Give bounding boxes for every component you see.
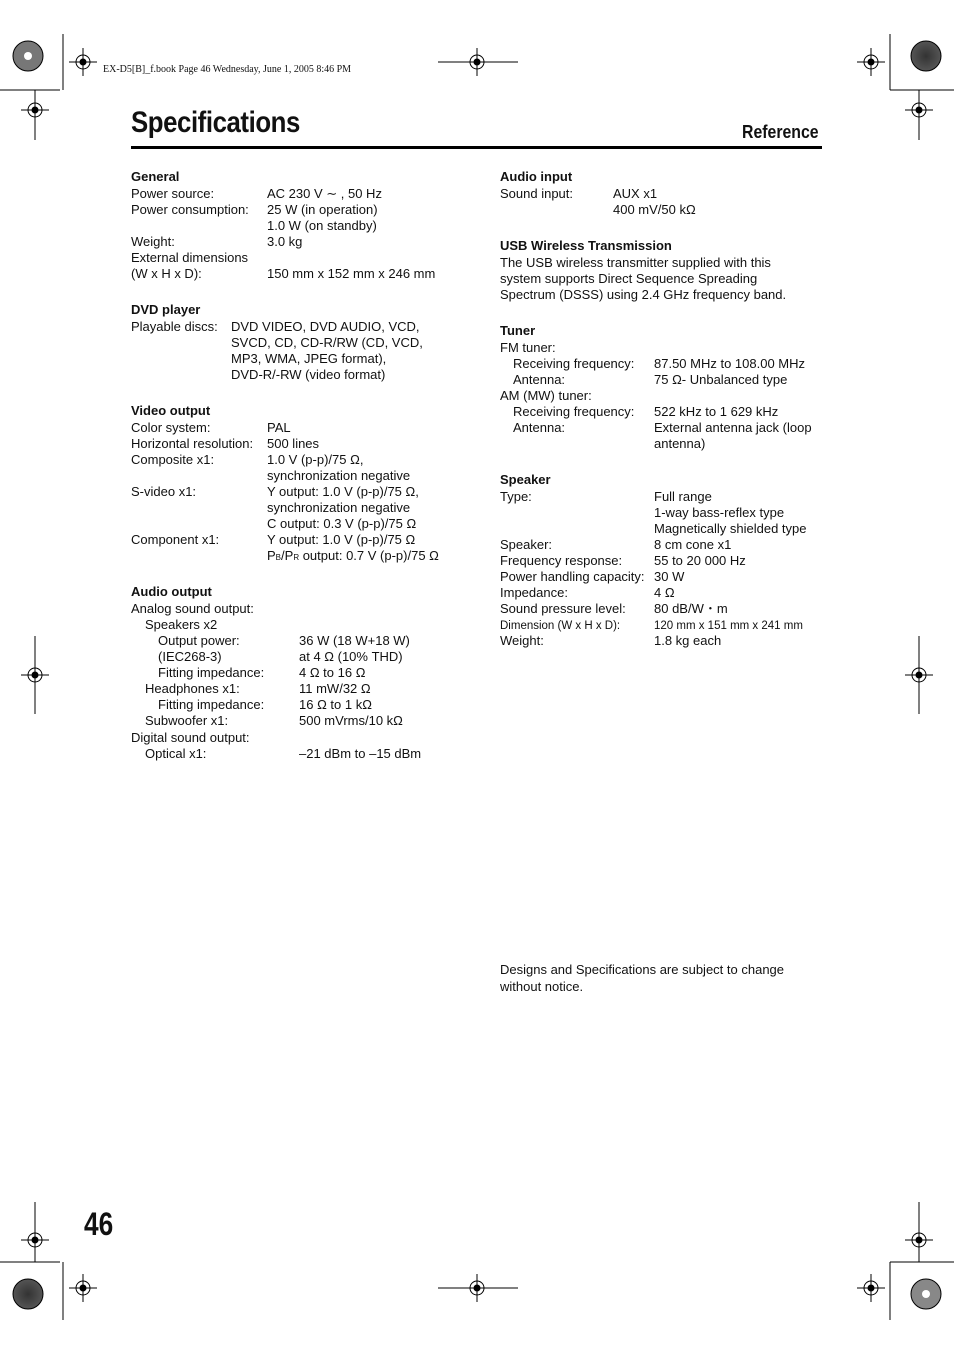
spec-value: External antenna jack (loop (654, 420, 812, 435)
spec-label: Component x1: (131, 532, 220, 547)
spec-value: 1-way bass-reflex type (654, 505, 785, 520)
page-number: 46 (84, 1206, 114, 1242)
spec-label: Digital sound output: (131, 730, 250, 745)
file-info: EX-D5[B]_f.book Page 46 Wednesday, June 1, 2005 8:46 PM (103, 64, 352, 75)
spec-value: –21 dBm to –15 dBm (299, 746, 422, 761)
spec-label: Analog sound output: (131, 601, 254, 616)
dvd-heading: DVD player (131, 302, 201, 317)
spec-value: Magnetically shielded type (654, 521, 807, 536)
spec-value: at 4 Ω (10% THD) (299, 649, 403, 664)
spec-label: Weight: (500, 633, 544, 648)
spec-label: Headphones x1: (145, 681, 240, 696)
spec-label: Receiving frequency: (513, 356, 635, 371)
spec-value: antenna) (654, 436, 706, 451)
spec-value: 36 W (18 W+18 W) (299, 633, 410, 648)
spec-value: Y output: 1.0 V (p-p)/75 Ω, (267, 484, 419, 499)
spec-label: Antenna: (513, 372, 566, 387)
spec-value: 1.8 kg each (654, 633, 722, 648)
spec-label: Antenna: (513, 420, 566, 435)
pr-subscript: R (293, 553, 300, 562)
spec-value: SVCD, CD, CD-R/RW (CD, VCD, (231, 335, 423, 350)
spec-label: Power handling capacity: (500, 569, 645, 584)
spec-value: 1.0 V (p-p)/75 Ω, (267, 452, 364, 467)
usb-text: system supports Direct Sequence Spreading (500, 271, 758, 286)
spec-value: 75 Ω- Unbalanced type (654, 372, 788, 387)
notice-text: Designs and Specifications are subject to change (500, 962, 785, 977)
spec-value: 30 W (654, 569, 685, 584)
tuner-heading: Tuner (500, 323, 536, 338)
spec-value: synchronization negative (267, 468, 411, 483)
page-title: Specifications (131, 106, 300, 139)
spec-value: 4 Ω to 16 Ω (299, 665, 366, 680)
spec-value: 55 to 20 000 Hz (654, 553, 746, 568)
spec-value: MP3, WMA, JPEG format), (231, 351, 387, 366)
spec-label: Output power: (158, 633, 240, 648)
spec-value: 150 mm x 152 mm x 246 mm (267, 266, 436, 281)
video-heading: Video output (131, 403, 211, 418)
audio-input-heading: Audio input (500, 169, 573, 184)
pr-letter: /P (281, 548, 294, 563)
spec-value: Y output: 1.0 V (p-p)/75 Ω (267, 532, 416, 547)
notice-text: without notice. (500, 979, 584, 994)
spec-label: Speaker: (500, 537, 553, 552)
spec-value: Full range (654, 489, 712, 504)
spec-value: 400 mV/50 kΩ (613, 202, 696, 217)
spec-value: 25 W (in operation) (267, 202, 378, 217)
spec-label: (W x H x D): (131, 266, 202, 281)
audio-output-heading: Audio output (131, 584, 212, 599)
spec-label: Optical x1: (145, 746, 207, 761)
spec-value: DVD-R/-RW (video format) (231, 367, 386, 382)
usb-heading: USB Wireless Transmission (500, 238, 672, 253)
spec-value: PAL (267, 420, 291, 435)
pb-subscript: B (275, 553, 282, 562)
spec-value: DVD VIDEO, DVD AUDIO, VCD, (231, 319, 420, 334)
spec-value: 120 mm x 151 mm x 241 mm (654, 620, 803, 632)
spec-value: 522 kHz to 1 629 kHz (654, 404, 779, 419)
spec-label: Type: (500, 489, 532, 504)
spec-value: 500 lines (267, 436, 320, 451)
spec-label: Speakers x2 (145, 617, 218, 632)
spec-value: 1.0 W (on standby) (267, 218, 377, 233)
spec-label: Fitting impedance: (158, 665, 265, 680)
spec-value: synchronization negative (267, 500, 411, 515)
pb-letter: P (267, 548, 276, 563)
spec-label: S-video x1: (131, 484, 197, 499)
spec-label: Color system: (131, 420, 211, 435)
spec-value: 4 Ω (654, 585, 675, 600)
spec-value: C output: 0.3 V (p-p)/75 Ω (267, 516, 417, 531)
spec-label: Weight: (131, 234, 175, 249)
spec-value: 500 mVrms/10 kΩ (299, 713, 403, 728)
spec-label: Receiving frequency: (513, 404, 635, 419)
spec-label: Power source: (131, 186, 215, 201)
spec-label: AM (MW) tuner: (500, 388, 592, 403)
speaker-heading: Speaker (500, 472, 551, 487)
spec-label: Sound input: (500, 186, 574, 201)
spec-label: Impedance: (500, 585, 568, 600)
spec-value: AUX x1 (613, 186, 658, 201)
spec-label: Fitting impedance: (158, 697, 265, 712)
spec-label: (IEC268-3) (158, 649, 222, 664)
spec-label: Subwoofer x1: (145, 713, 229, 728)
spec-label: Dimension (W x H x D): (500, 620, 621, 632)
spec-value: 80 dB/W・m (654, 601, 728, 616)
usb-text: Spectrum (DSSS) using 2.4 GHz frequency band. (500, 287, 787, 302)
spec-label: Power consumption: (131, 202, 249, 217)
general-heading: General (131, 169, 180, 184)
spec-value: 3.0 kg (267, 234, 303, 249)
spec-label: Horizontal resolution: (131, 436, 254, 451)
spec-label: Playable discs: (131, 319, 218, 334)
spec-value: 11 mW/32 Ω (299, 681, 371, 696)
spec-value (267, 548, 439, 566)
usb-text: The USB wireless transmitter supplied with this (500, 255, 771, 270)
section-label: Reference (742, 122, 819, 142)
spec-value: AC 230 V ∼ , 50 Hz (267, 186, 382, 201)
spec-label: Composite x1: (131, 452, 215, 467)
component-rest: output: 0.7 V (p-p)/75 Ω (299, 548, 439, 563)
spec-value: 87.50 MHz to 108.00 MHz (654, 356, 806, 371)
spec-label: External dimensions (131, 250, 249, 265)
spec-value: 8 cm cone x1 (654, 537, 732, 552)
spec-label: FM tuner: (500, 340, 556, 355)
spec-label: Sound pressure level: (500, 601, 626, 616)
spec-value: 16 Ω to 1 kΩ (299, 697, 372, 712)
spec-label: Frequency response: (500, 553, 623, 568)
